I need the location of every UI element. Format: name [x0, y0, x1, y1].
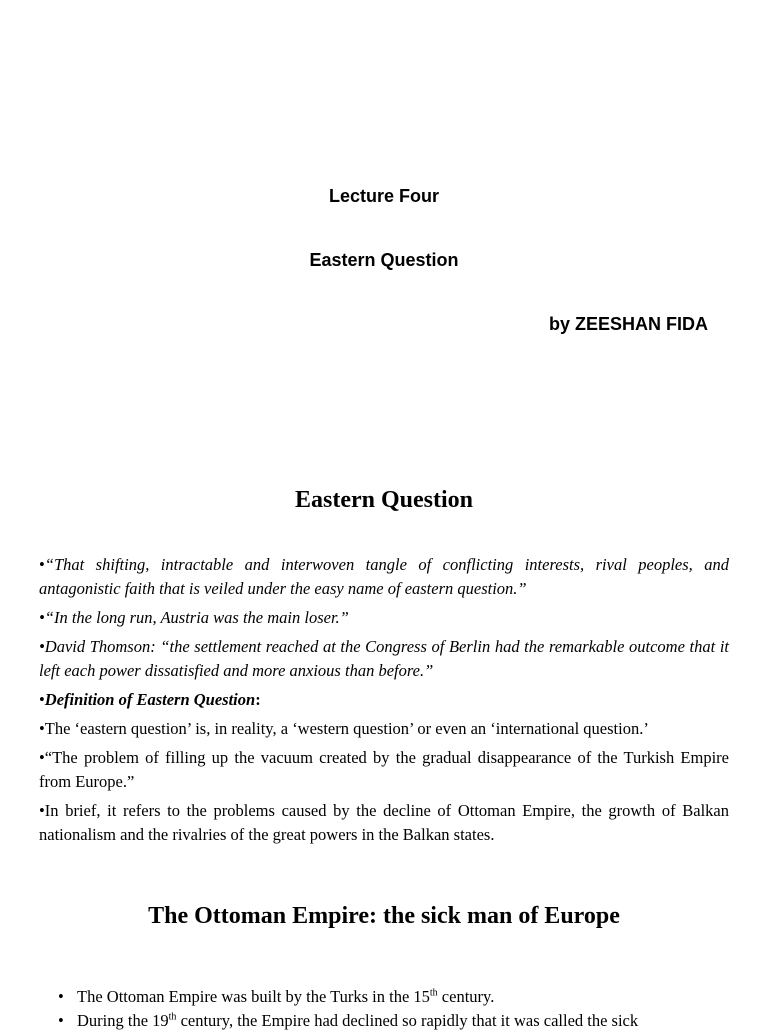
list-item-text-part: During the 19: [77, 1011, 169, 1030]
definition-paragraph-3: •In brief, it refers to the problems caused by the decline of Ottoman Empire, the growth of Balkan nationalism and the rivalries of the great powers in the Balkan states.: [39, 801, 729, 844]
lecture-title: Lecture Four: [328, 186, 439, 206]
bullet-mark: •: [39, 555, 45, 574]
bullet-mark: •: [39, 690, 45, 709]
list-item: [39, 1009, 729, 1033]
ordinal-suffix: th: [429, 987, 438, 999]
ordinal-suffix: th: [168, 1011, 177, 1023]
quote-text: “That shifting, intractable and interwoven tangle of conflicting interests, rival peoples, and antagonistic faith that is veiled under the easy name of eastern question.”: [39, 555, 729, 598]
definition-label: Definition of Eastern Question: [44, 690, 256, 709]
ottoman-bullet-list: [39, 985, 729, 1033]
list-item: [39, 985, 729, 1009]
list-item-text-part: The Ottoman Empire was built by the Turks in the 15: [77, 987, 430, 1006]
definition-colon: :: [255, 690, 261, 709]
definition-label-paragraph: [39, 688, 729, 712]
quote-paragraph-1: [39, 553, 729, 601]
ottoman-empire-heading: The Ottoman Empire: the sick man of Europe: [148, 903, 620, 929]
bullet-icon: •: [58, 1011, 64, 1030]
quote-paragraph-2: •“In the long run, Austria was the main loser.”: [39, 608, 349, 627]
eastern-question-paragraphs: [39, 553, 729, 852]
list-item-text: [77, 985, 729, 1009]
definition-paragraph-1: •The ‘eastern question’ is, in reality, a ‘western question’ or even an ‘international question.’: [39, 719, 649, 738]
quote-paragraph-3: •David Thomson: “the settlement reached at the Congress of Berlin had the remarkable outcome that it left each power dissatisfied and more anxious than before.”: [39, 637, 729, 680]
eastern-question-heading: Eastern Question: [294, 487, 473, 513]
definition-paragraph-2: •“The problem of filling up the vacuum created by the gradual disappearance of the Turkish Empire from Europe.”: [39, 748, 729, 791]
author-line: by ZEESHAN FIDA: [549, 314, 709, 334]
list-item-text-part: century, the Empire had declined so rapidly that it was called the sick: [176, 1011, 639, 1030]
list-item-text-part: century.: [437, 987, 495, 1006]
topic-title: Eastern Question: [309, 250, 459, 270]
bullet-icon: •: [58, 987, 64, 1006]
list-item-text: [77, 1009, 729, 1033]
